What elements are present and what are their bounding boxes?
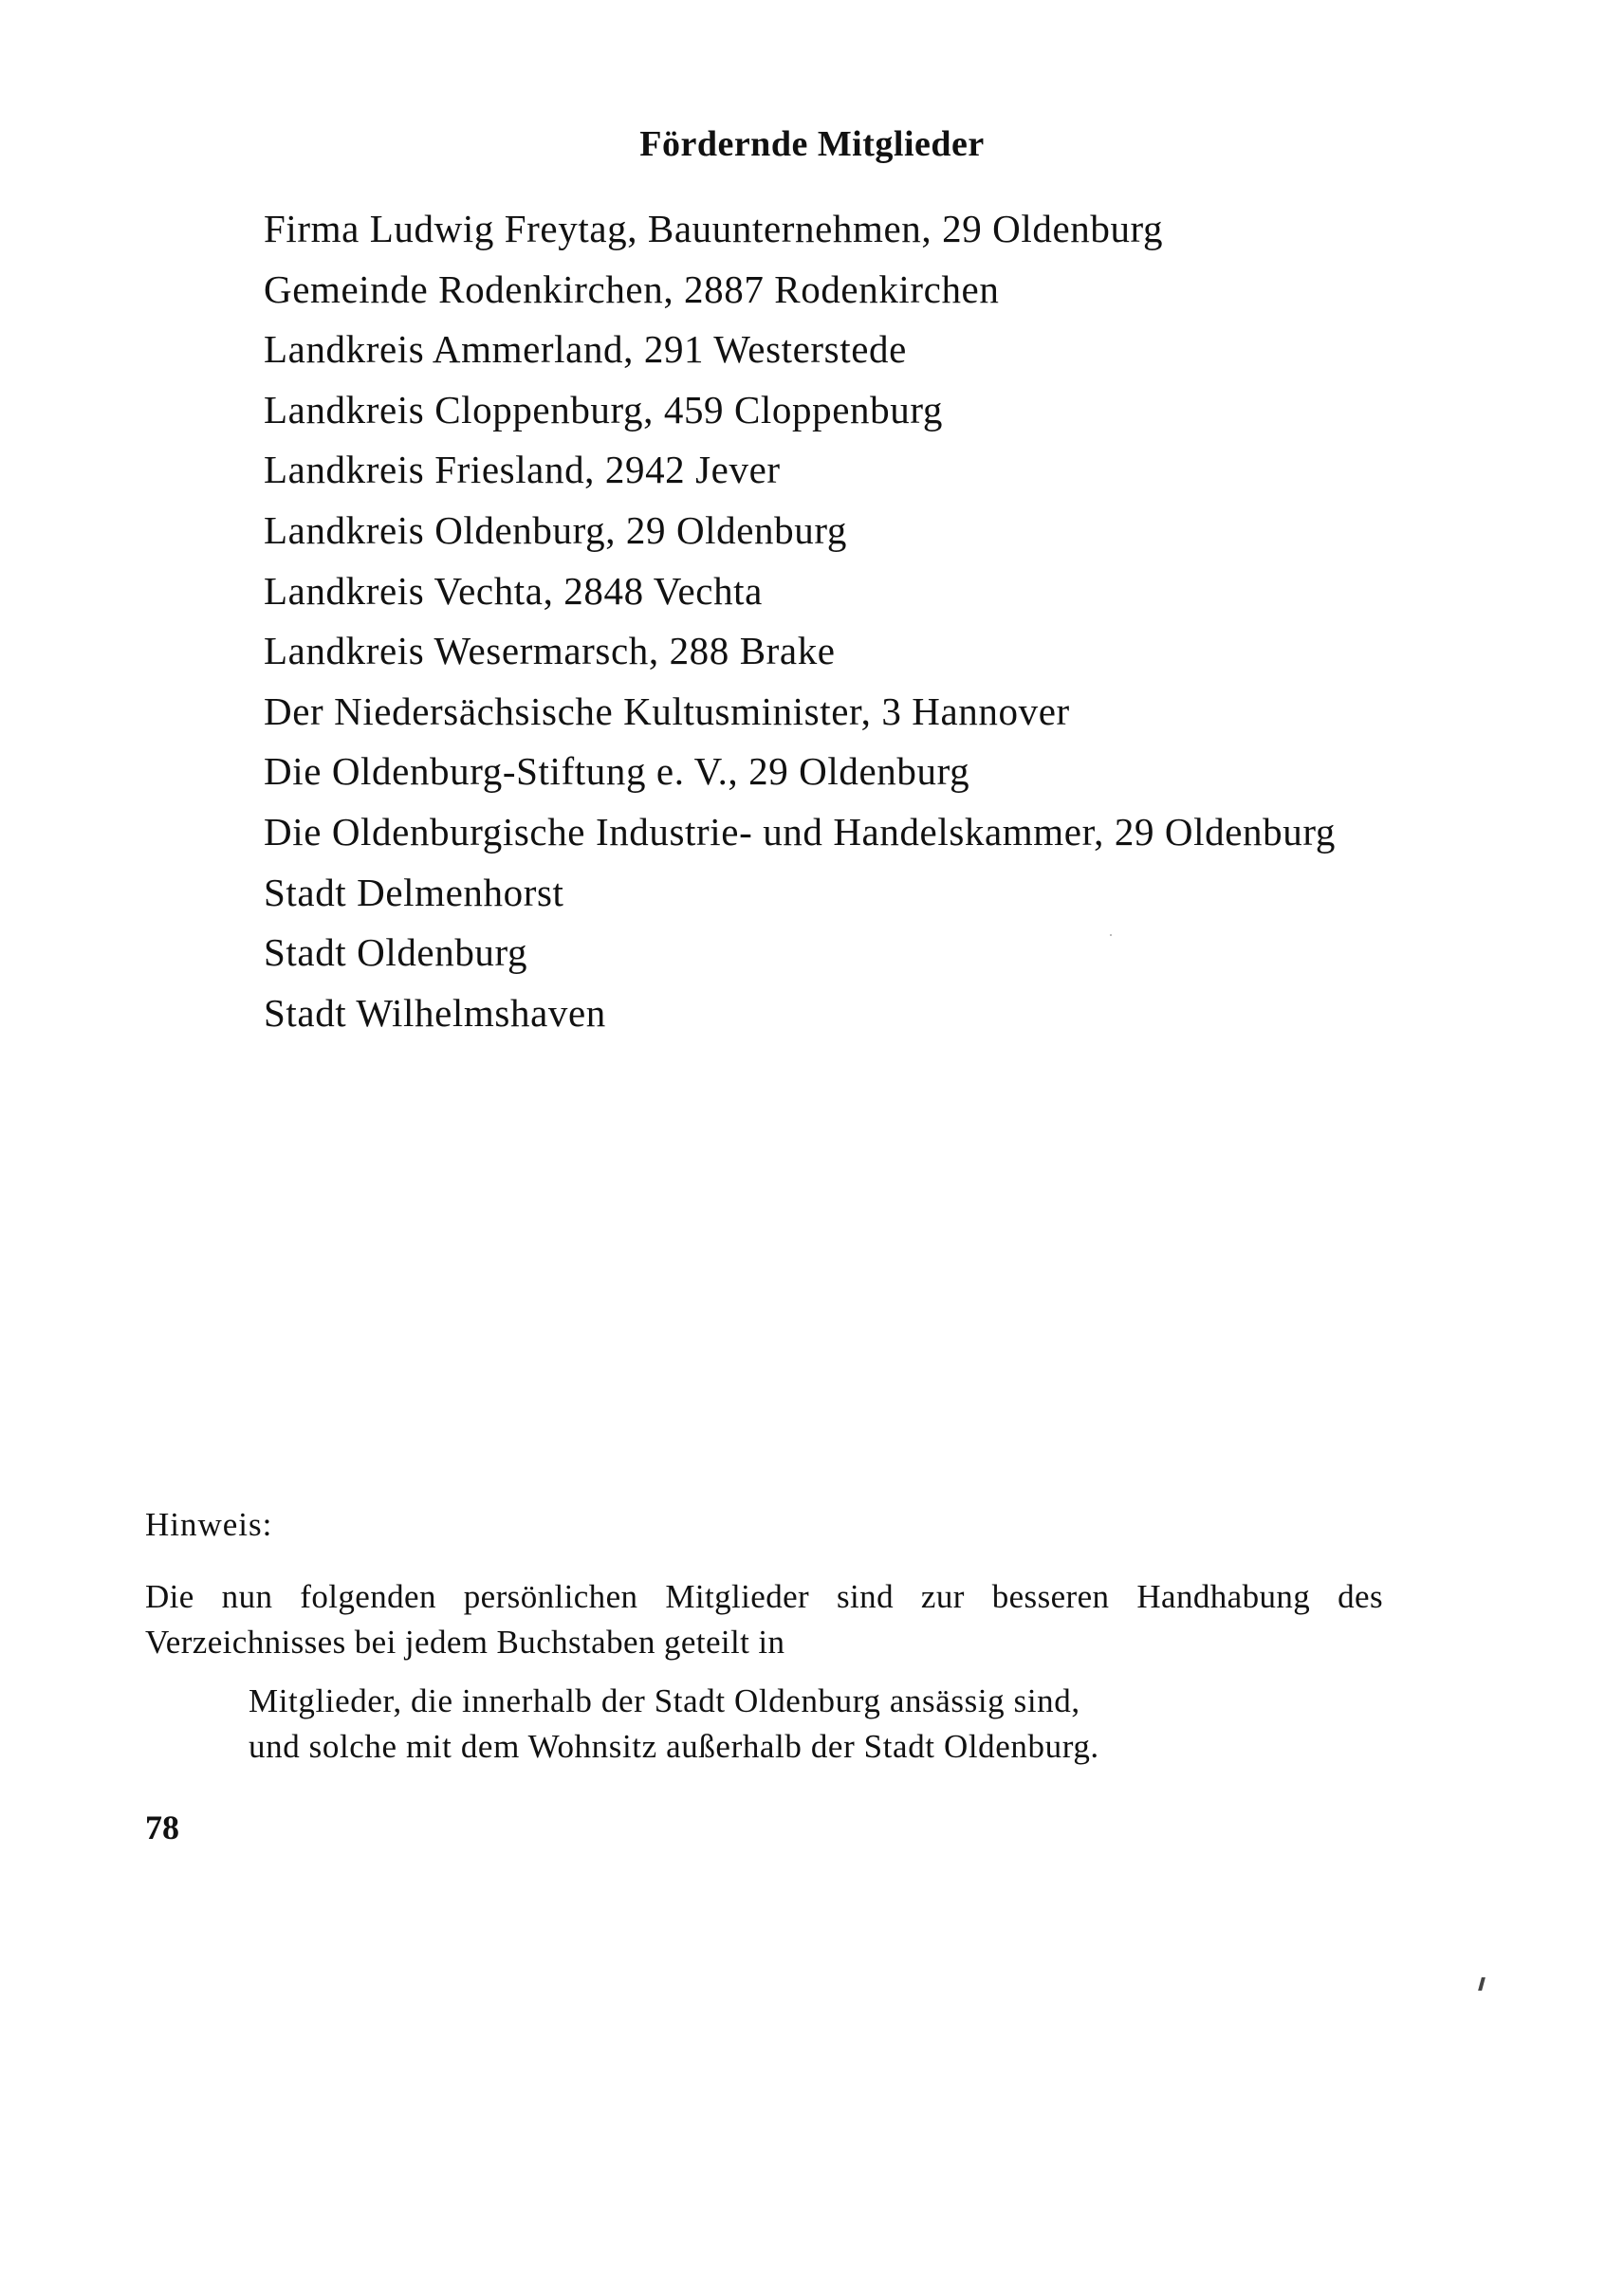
list-item: Die Oldenburgische Industrie- und Handelskammer, 29 Oldenburg [264, 809, 1336, 854]
list-item: Firma Ludwig Freytag, Bauunternehmen, 29 Oldenburg [264, 207, 1164, 250]
list-item: Landkreis Oldenburg, 29 Oldenburg [264, 507, 847, 552]
list-item: Landkreis Cloppenburg, 459 Cloppenburg [264, 387, 943, 432]
note-indented-line: Mitglieder, die innerhalb der Stadt Oldenburg ansässig sind, [249, 1682, 1080, 1719]
list-item: Stadt Oldenburg [264, 930, 528, 975]
list-item: Landkreis Wesermarsch, 288 Brake [264, 629, 836, 673]
list-item: Landkreis Ammerland, 291 Westerstede [264, 327, 907, 372]
note-paragraph [145, 1574, 1383, 1665]
list-item: Gemeinde Rodenkirchen, 2887 Rodenkirchen [264, 266, 1000, 311]
list-item: Stadt Wilhelmshaven [264, 990, 606, 1035]
list-item: Stadt Delmenhorst [264, 870, 564, 914]
note-text-line: Die nun folgenden persönlichen Mitglieder sind zur besseren Handhabung des [145, 1578, 1383, 1615]
scan-speck [1110, 934, 1112, 936]
page-number: 78 [145, 1809, 179, 1846]
list-item: Der Niedersächsische Kultusminister, 3 Hannover [264, 689, 1070, 733]
list-item: Landkreis Friesland, 2942 Jever [264, 448, 781, 492]
scan-mark [1478, 1977, 1486, 1991]
supporting-members-list [264, 199, 1336, 1043]
list-item: Landkreis Vechta, 2848 Vechta [264, 568, 763, 613]
note-label: Hinweis: [145, 1506, 273, 1543]
note-indented-block [249, 1679, 1099, 1770]
note-text-line: Verzeichnisses bei jedem Buchstaben geteilt in [145, 1624, 785, 1661]
section-heading: Fördernde Mitglieder [639, 124, 985, 164]
note-indented-line: und solche mit dem Wohnsitz außerhalb der Stadt Oldenburg. [249, 1728, 1099, 1765]
list-item: Die Oldenburg-Stiftung e. V., 29 Oldenburg [264, 749, 970, 794]
